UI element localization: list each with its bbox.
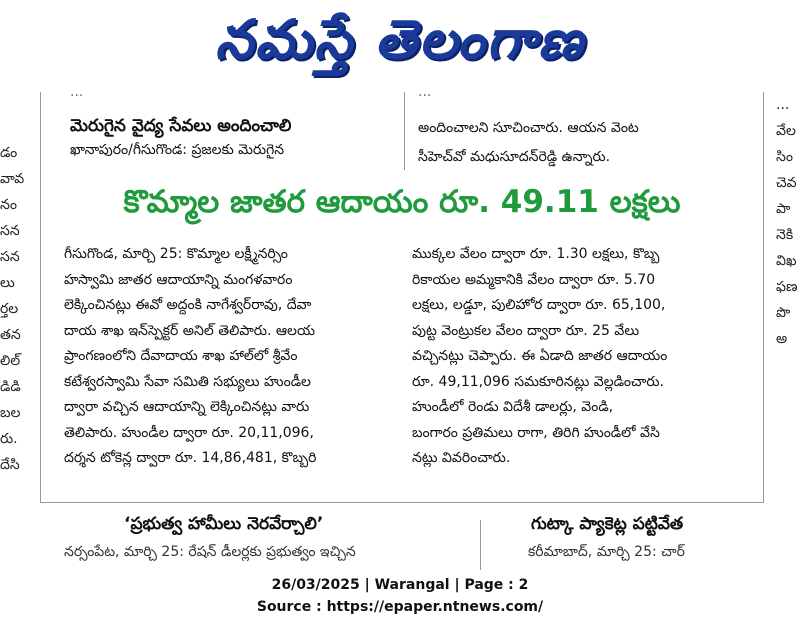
vertical-rule-bottom-middle	[480, 520, 481, 570]
edge-fragment: దేసి	[0, 457, 20, 473]
main-story-line: రూ. 49,11,096 సమకూరినట్లు వెల్లడించారు.	[412, 373, 664, 390]
footer-source: Source : https://epaper.ntnews.com/	[256, 599, 544, 615]
bottom-left-headline: ‘ప్రభుత్వ హామీలు నెరవేర్చాలి’	[124, 514, 324, 534]
top-right-story	[418, 92, 764, 172]
footer-date-edition: 26/03/2025 | Warangal | Page : 2	[271, 577, 529, 593]
edge-fragment: చెవ	[776, 175, 797, 191]
edge-fragment: వేల	[776, 123, 796, 139]
masthead	[0, 0, 800, 92]
edge-fragment: తన	[0, 327, 21, 343]
main-story-line: ముక్కల వేలం ద్వారా రూ. 1.30 లక్షలు, కొబ్బ	[412, 246, 660, 262]
main-story-left-column	[64, 242, 394, 472]
right-edge-column	[776, 92, 800, 512]
footer	[0, 574, 800, 618]
top-left-headline: మెరుగైన వైద్య సేవలు అందించాలి	[70, 116, 292, 136]
top-right-cut-text: ...	[418, 92, 432, 100]
main-story-line: లెక్కించినట్లు ఈవో అద్దంకి నాగేశ్వర్‌రావు, దేవా	[64, 297, 312, 313]
main-story-line: బంగారం ప్రతిమలు రాగా, తిరిగి హుండీలో వేసి	[412, 424, 660, 441]
edge-fragment: లు	[0, 275, 15, 291]
main-headline: కొమ్మాల జాతర ఆదాయం రూ. 49.11 లక్షలు	[123, 184, 681, 220]
top-left-cut-text: ...	[70, 92, 84, 100]
edge-fragment: ఫణ	[776, 279, 798, 295]
main-story-line: రికాయల అమ్మకానికి వేలం ద్వారా రూ. 5.70	[412, 271, 656, 288]
edge-fragment: నం	[0, 197, 17, 213]
main-story-line: వచ్చినట్లు చెప్పారు. ఈ ఏడాది జాతర ఆదాయం	[412, 348, 668, 364]
main-story-right-column	[412, 242, 756, 472]
bottom-right-headline: గుట్కా ప్యాకెట్ల పట్టివేత	[531, 514, 684, 534]
main-story-line: దాయ శాఖ ఇన్‌స్పెక్టర్ అనిల్ తెలిపారు. ఆలయ	[64, 322, 315, 339]
main-story-line: లక్షలు, లడ్డూ, పులిహోర ద్వారా రూ. 65,100,	[412, 297, 666, 313]
main-story-line: హస్వామి జాతర ఆదాయాన్ని మంగళవారం	[64, 271, 293, 288]
edge-fragment: లిల్	[0, 353, 21, 369]
main-story-line: హుండీలో రెండు విదేశీ డాలర్లు, వెండి,	[412, 399, 614, 415]
edge-fragment: డం	[0, 145, 18, 161]
edge-fragment: డిడి	[0, 379, 21, 395]
edge-fragment: అ	[776, 331, 788, 347]
edge-fragment: నెకి	[776, 227, 794, 243]
edge-fragment: రు.	[0, 431, 18, 447]
edge-fragment: పొ	[776, 305, 791, 321]
edge-fragment: ...	[776, 97, 790, 113]
newspaper-clipping	[40, 92, 764, 570]
left-edge-column	[0, 92, 28, 560]
main-story-line: నట్లు వివరించారు.	[412, 450, 511, 466]
edge-fragment: సన	[0, 249, 20, 265]
top-left-story	[70, 114, 390, 162]
main-story-line: పుట్ట వెంట్రుకల వేలం ద్వారా రూ. 25 వేలు	[412, 322, 640, 339]
main-story-line: ప్రాంగణంలోని దేవాదాయ శాఖ హాల్‌లో శ్రీవేం	[64, 348, 298, 364]
vertical-rule-top-middle	[404, 92, 405, 170]
top-left-lead: ఖానాపురం/గీసుగొండ: ప్రజలకు మెరుగైన	[70, 142, 285, 158]
edge-fragment: సన	[0, 223, 20, 239]
top-right-line: అందించాలని సూచించారు. ఆయన వెంట	[418, 120, 639, 136]
bottom-left-lead: నర్సంపేట, మార్చి 25: రేషన్ డీలర్లకు ప్రభుత్వం ఇచ్చిన	[64, 544, 356, 560]
main-story-line: తెలిపారు. హుండీల ద్వారా రూ. 20,11,096,	[64, 424, 314, 441]
top-right-line: సీహెచ్‌వో మధుసూదన్‌రెడ్డి ఉన్నారు.	[418, 149, 611, 165]
edge-fragment: బల	[0, 405, 21, 421]
vertical-rule-left	[40, 92, 41, 502]
edge-fragment: వావ	[0, 171, 25, 187]
main-story-line: గీసుగొండ, మార్చి 25: కొమ్మాల లక్ష్మీనర్సిం	[64, 246, 288, 262]
masthead-title: నమస్తే తెలంగాణ	[215, 7, 585, 71]
edge-fragment: విఖ	[776, 253, 797, 269]
main-story-line: కటేశ్వరస్వామి సేవా సమితి సభ్యులు హుండీల	[64, 373, 311, 390]
horizontal-rule-bottom	[40, 502, 764, 503]
edge-fragment: సిం	[776, 149, 793, 165]
bottom-right-lead: కరీమాబాద్, మార్చి 25: చార్	[528, 544, 685, 560]
edge-fragment: పా	[776, 201, 791, 217]
main-story-line: ద్వారా వచ్చిన ఆదాయాన్ని లెక్కించినట్లు వారు	[64, 399, 310, 415]
edge-fragment: ర్తల	[0, 301, 19, 317]
main-story-line: దర్శన టోకెన్ల ద్వారా రూ. 14,86,481, కొబ్బరి	[64, 450, 317, 466]
